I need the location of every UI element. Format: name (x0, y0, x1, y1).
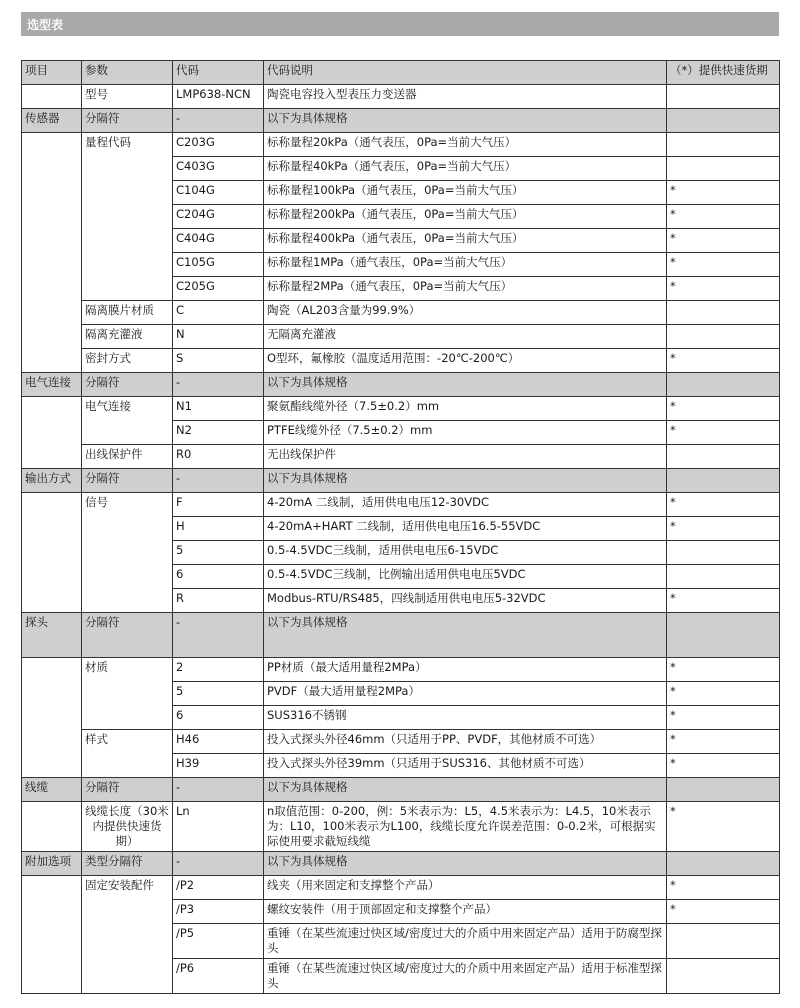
table-row (22, 397, 780, 421)
desc-cell: 标称量程400kPa（通气表压，0Pa=当前大气压） (264, 229, 667, 253)
desc-cell: 0.5-4.5VDC三线制，适用供电电压6-15VDC (264, 541, 667, 565)
code-cell: C404G (173, 229, 264, 253)
desc-cell: Modbus-RTU/RS485，四线制适用供电电压5-32VDC (264, 589, 667, 613)
code-cell: C104G (173, 181, 264, 205)
section-desc: 以下为具体规格 (264, 373, 667, 397)
desc-cell: 无出线保护件 (264, 445, 667, 469)
section-row-cable (22, 778, 780, 802)
fast-delivery-mark: * (667, 876, 780, 900)
table-row (22, 85, 780, 109)
fast-delivery-mark: * (667, 277, 780, 301)
fast-delivery-mark: * (667, 517, 780, 541)
desc-cell: 重锤（在某些流速过快区域/密度过大的介质中用来固定产品）适用于标准型探头 (264, 959, 667, 994)
desc-cell: 标称量程2MPa（通气表压，0Pa=当前大气压） (264, 277, 667, 301)
code-cell: /P5 (173, 924, 264, 959)
title-bar (21, 12, 779, 36)
param-cell: 材质 (82, 658, 173, 730)
fast-delivery-mark: * (667, 205, 780, 229)
code-cell: /P2 (173, 876, 264, 900)
range-param: 量程代码 (82, 133, 173, 301)
table-row (22, 493, 780, 517)
desc-cell: 无隔离充灌液 (264, 325, 667, 349)
code-cell: H46 (173, 730, 264, 754)
table-row (22, 445, 780, 469)
section-desc: 以下为具体规格 (264, 613, 667, 658)
param-cell: 线缆长度（30米内提供快速货期） (82, 802, 173, 852)
table-row (22, 730, 780, 754)
fast-delivery-mark: * (667, 421, 780, 445)
section-desc: 以下为具体规格 (264, 469, 667, 493)
code-cell: 2 (173, 658, 264, 682)
section-row-probe (22, 613, 780, 658)
fast-delivery-mark: * (667, 658, 780, 682)
table-row (22, 133, 780, 157)
code-cell: C403G (173, 157, 264, 181)
desc-cell: 聚氨酯线缆外径（7.5±0.2）mm (264, 397, 667, 421)
code-cell: N2 (173, 421, 264, 445)
param-cell: 出线保护件 (82, 445, 173, 469)
section-param: 分隔符 (82, 778, 173, 802)
param-cell: 隔离膜片材质 (82, 301, 173, 325)
fast-delivery-mark: * (667, 253, 780, 277)
fast-delivery-mark: * (667, 229, 780, 253)
desc-cell: 线夹（用来固定和支撑整个产品） (264, 876, 667, 900)
fast-delivery-mark: * (667, 706, 780, 730)
param-cell: 信号 (82, 493, 173, 613)
table-row (22, 325, 780, 349)
code-cell: N1 (173, 397, 264, 421)
table-row (22, 658, 780, 682)
section-row-output (22, 469, 780, 493)
section-code: - (173, 373, 264, 397)
param-cell: 密封方式 (82, 349, 173, 373)
fast-delivery-mark: * (667, 900, 780, 924)
fast-delivery-mark: * (667, 754, 780, 778)
model-param: 型号 (82, 85, 173, 109)
section-code: - (173, 613, 264, 658)
code-cell: 5 (173, 682, 264, 706)
param-cell: 样式 (82, 730, 173, 778)
code-cell: H39 (173, 754, 264, 778)
section-code: - (173, 109, 264, 133)
section-desc: 以下为具体规格 (264, 852, 667, 876)
section-item: 附加选项 (22, 852, 82, 876)
table-row (22, 301, 780, 325)
header-desc: 代码说明 (264, 61, 667, 85)
selection-table (21, 60, 780, 994)
desc-cell: 投入式探头外径46mm（只适用于PP、PVDF，其他材质不可选） (264, 730, 667, 754)
desc-cell: 标称量程100kPa（通气表压，0Pa=当前大气压） (264, 181, 667, 205)
desc-cell: 标称量程40kPa（通气表压，0Pa=当前大气压） (264, 157, 667, 181)
section-item: 输出方式 (22, 469, 82, 493)
header-code: 代码 (173, 61, 264, 85)
fast-delivery-mark (667, 959, 780, 994)
header-param: 参数 (82, 61, 173, 85)
table-header-row (22, 61, 780, 85)
section-desc: 以下为具体规格 (264, 109, 667, 133)
code-cell: H (173, 517, 264, 541)
code-cell: /P3 (173, 900, 264, 924)
code-cell: C (173, 301, 264, 325)
code-cell: N (173, 325, 264, 349)
desc-cell: 0.5-4.5VDC三线制，比例输出适用供电电压5VDC (264, 565, 667, 589)
fast-delivery-mark: * (667, 730, 780, 754)
table-row (22, 349, 780, 373)
desc-cell: 4-20mA 二线制，适用供电电压12-30VDC (264, 493, 667, 517)
section-item: 电气连接 (22, 373, 82, 397)
fast-delivery-mark: * (667, 802, 780, 852)
section-row-options (22, 852, 780, 876)
section-param: 分隔符 (82, 613, 173, 658)
fast-delivery-mark: * (667, 349, 780, 373)
param-cell: 隔离充灌液 (82, 325, 173, 349)
section-code: - (173, 778, 264, 802)
code-cell: F (173, 493, 264, 517)
code-cell: /P6 (173, 959, 264, 994)
section-param: 分隔符 (82, 373, 173, 397)
fast-delivery-mark (667, 541, 780, 565)
desc-cell: 标称量程20kPa（通气表压，0Pa=当前大气压） (264, 133, 667, 157)
desc-cell: PP材质（最大适用量程2MPa） (264, 658, 667, 682)
section-code: - (173, 469, 264, 493)
section-desc: 以下为具体规格 (264, 778, 667, 802)
code-cell: S (173, 349, 264, 373)
section-item: 传感器 (22, 109, 82, 133)
section-param: 分隔符 (82, 469, 173, 493)
fast-delivery-mark: * (667, 493, 780, 517)
fast-delivery-mark: * (667, 682, 780, 706)
fast-delivery-mark (667, 133, 780, 157)
code-cell: 6 (173, 565, 264, 589)
desc-cell: 螺纹安装件（用于顶部固定和支撑整个产品） (264, 900, 667, 924)
model-desc: 陶瓷电容投入型表压力变送器 (264, 85, 667, 109)
section-param: 类型分隔符 (82, 852, 173, 876)
code-cell: R (173, 589, 264, 613)
table-row (22, 802, 780, 852)
desc-cell: 重锤（在某些流速过快区域/密度过大的介质中用来固定产品）适用于防腐型探头 (264, 924, 667, 959)
model-code: LMP638-NCN (173, 85, 264, 109)
section-code: - (173, 852, 264, 876)
fast-delivery-mark (667, 924, 780, 959)
fast-delivery-mark: * (667, 589, 780, 613)
code-cell: Ln (173, 802, 264, 852)
fast-delivery-mark (667, 301, 780, 325)
header-item: 项目 (22, 61, 82, 85)
table-row (22, 876, 780, 900)
section-row-sensor (22, 109, 780, 133)
code-cell: C205G (173, 277, 264, 301)
desc-cell: 陶瓷（AL203含量为99.9%） (264, 301, 667, 325)
fast-delivery-mark (667, 157, 780, 181)
param-cell: 电气连接 (82, 397, 173, 445)
fast-delivery-mark: * (667, 397, 780, 421)
section-param: 分隔符 (82, 109, 173, 133)
code-cell: C105G (173, 253, 264, 277)
page-title: 选型表 (27, 18, 64, 32)
section-item: 探头 (22, 613, 82, 658)
code-cell: C204G (173, 205, 264, 229)
desc-cell: 标称量程200kPa（通气表压，0Pa=当前大气压） (264, 205, 667, 229)
code-cell: 6 (173, 706, 264, 730)
code-cell: 5 (173, 541, 264, 565)
desc-cell: PTFE线缆外径（7.5±0.2）mm (264, 421, 667, 445)
fast-delivery-mark (667, 325, 780, 349)
desc-cell: PVDF（最大适用量程2MPa） (264, 682, 667, 706)
fast-delivery-mark (667, 445, 780, 469)
header-fast-delivery: （*）提供快速货期 (667, 61, 780, 85)
desc-cell: n取值范围：0-200，例：5米表示为：L5，4.5米表示为：L4.5，10米表示为：L10，100米表示为L100，线缆长度允许误差范围：0-0.2米，可根据实际使用要求截短线缆 (264, 802, 667, 852)
desc-cell: O型环，氟橡胶（温度适用范围：-20℃-200℃） (264, 349, 667, 373)
desc-cell: SUS316不锈钢 (264, 706, 667, 730)
desc-cell: 标称量程1MPa（通气表压，0Pa=当前大气压） (264, 253, 667, 277)
param-cell: 固定安装配件 (82, 876, 173, 994)
fast-delivery-mark (667, 565, 780, 589)
desc-cell: 投入式探头外径39mm（只适用于SUS316、其他材质不可选） (264, 754, 667, 778)
code-cell: R0 (173, 445, 264, 469)
desc-cell: 4-20mA+HART 二线制，适用供电电压16.5-55VDC (264, 517, 667, 541)
section-item: 线缆 (22, 778, 82, 802)
fast-delivery-mark: * (667, 181, 780, 205)
section-row-electrical (22, 373, 780, 397)
code-cell: C203G (173, 133, 264, 157)
